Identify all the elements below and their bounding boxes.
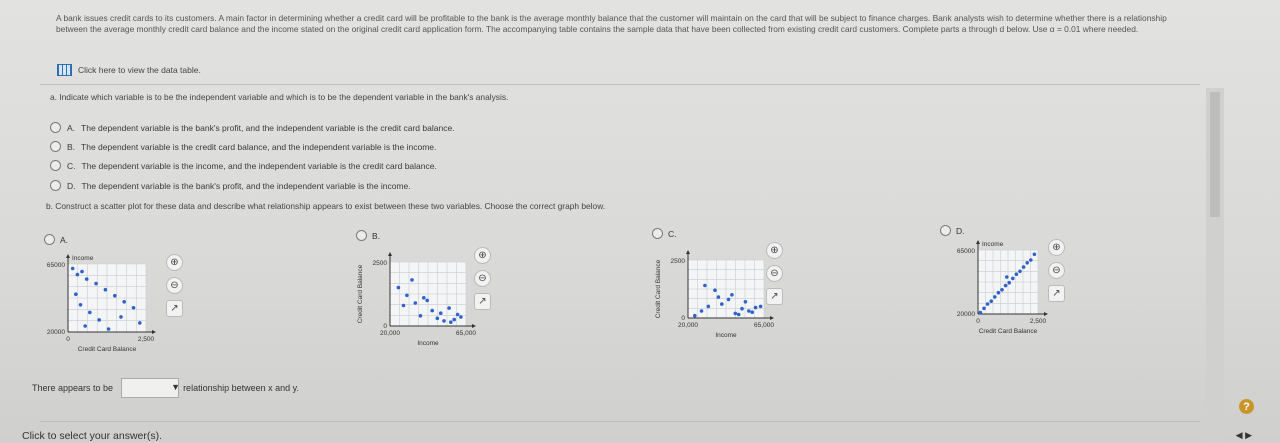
x-axis-arrow [152,330,156,334]
data-point [1015,272,1019,276]
graph-c-tools [766,242,783,305]
popout-icon[interactable]: ↗ [474,293,491,310]
data-point [449,320,453,324]
data-point [1004,284,1008,288]
y-tick-bottom: 0 [681,315,685,322]
answer-prefix: There appears to be [32,383,114,393]
data-point [132,306,136,310]
radio-button[interactable] [50,141,61,152]
footer-instruction: Click to select your answer(s). [22,430,163,442]
data-point [759,305,763,309]
data-point [1022,265,1026,269]
y-tick-bottom: 20000 [956,311,975,318]
x-axis-label: Credit Card Balance [77,346,137,353]
zoom-in-icon[interactable]: ⊕ [1048,239,1065,256]
pager-arrows[interactable]: ◀ ▶ [1235,430,1252,440]
zoom-in-icon[interactable]: ⊕ [474,247,491,264]
x-tick-left: 20,000 [678,322,698,329]
y-axis-label: Credit Card Balance [655,259,662,319]
data-point [707,305,711,309]
data-point [727,298,731,302]
data-point [410,278,414,282]
y-axis-label: Credit Card Balance [357,264,364,324]
part-a-option-b[interactable] [50,141,436,152]
data-point [430,309,434,313]
chevron-down-icon: ▼ [171,382,181,392]
y-axis-label: Income [72,255,94,262]
data-point [422,296,426,300]
data-point [997,291,1001,295]
option-letter: A. [60,234,69,245]
data-point [74,292,78,296]
radio-button[interactable] [50,180,61,191]
popout-icon[interactable]: ↗ [766,288,783,305]
y-axis-label: Income [982,241,1004,248]
data-point [122,300,126,304]
x-tick-right: 2,500 [1029,318,1047,325]
data-point [982,307,986,311]
y-tick-top: 65000 [46,262,65,269]
option-text: The dependent variable is the credit card balance, and the independent variable is the income. [81,141,437,152]
scatter-chart-c [650,246,778,348]
data-point [442,319,446,323]
option-letter: A. [67,122,76,133]
x-tick-right: 65,000 [754,322,774,329]
data-point [104,288,108,292]
data-point [703,284,707,288]
y-tick-top: 2500 [372,260,387,267]
x-axis-label: Credit Card Balance [978,328,1038,335]
option-text: The dependent variable is the bank's profit, and the independent variable is the credit card balance. [81,122,455,133]
data-point [979,311,983,315]
data-point [79,303,83,307]
radio-button[interactable] [50,160,61,171]
scrollbar-thumb[interactable] [1210,92,1220,217]
data-point [71,267,75,271]
data-point [405,294,409,298]
data-point [439,311,443,315]
data-point [113,294,117,298]
data-point [730,293,734,297]
radio-button[interactable] [652,228,663,239]
data-point [88,311,92,315]
part-a-option-d[interactable] [50,180,411,191]
data-point [138,321,142,325]
graph-b-tools [474,247,491,310]
data-point [1011,277,1015,281]
graph-a-tools [166,254,183,317]
data-point [986,302,990,306]
data-point [85,277,89,281]
scatter-chart-b [352,248,480,356]
data-point [693,314,697,318]
x-tick-left: 0 [66,336,70,343]
data-point [402,304,406,308]
data-table-link-label: Click here to view the data table. [78,65,201,75]
y-axis-arrow [686,250,690,254]
data-point [1033,253,1037,257]
y-tick-top: 65000 [956,248,975,255]
zoom-in-icon[interactable]: ⊕ [766,242,783,259]
relationship-dropdown[interactable] [121,378,179,398]
part-a-option-a[interactable] [50,122,455,133]
popout-icon[interactable]: ↗ [166,300,183,317]
x-axis-arrow [1044,312,1048,316]
divider [40,84,1200,85]
y-tick-bottom: 0 [383,323,387,330]
graph-d-tools [1048,239,1065,302]
data-point [1025,261,1029,265]
data-point [1029,258,1033,262]
option-text: The dependent variable is the bank's profit, and the independent variable is the income. [81,180,411,191]
data-point [107,327,111,331]
data-point [1005,275,1009,279]
part-a-option-c[interactable] [50,160,437,171]
data-point [425,299,429,303]
data-point [459,315,463,319]
data-point [452,318,456,322]
data-point [989,299,993,303]
data-point [436,317,440,321]
option-letter: B. [372,230,381,241]
data-table-link[interactable] [57,64,201,76]
graph-option-a[interactable] [44,234,68,245]
graph-option-c[interactable] [652,228,677,239]
x-axis-label: Income [715,332,737,339]
y-axis-arrow [388,252,392,256]
data-point [737,313,741,317]
help-icon[interactable]: ? [1239,399,1254,414]
data-point [97,318,101,322]
option-letter: C. [668,228,677,239]
radio-button[interactable] [44,234,55,245]
y-tick-bottom: 20000 [46,329,65,336]
option-text: The dependent variable is the income, and the independent variable is the credit card balance. [81,160,437,171]
x-axis-arrow [472,324,476,328]
data-point [713,288,717,292]
radio-button[interactable] [50,122,61,133]
data-point [1000,288,1004,292]
data-point [447,306,451,310]
data-point [1018,270,1022,274]
data-point [750,310,754,314]
x-tick-left: 0 [976,318,980,325]
x-tick-right: 65,000 [456,330,476,337]
data-point [76,273,80,277]
zoom-out-icon[interactable]: ⊖ [166,277,183,294]
data-point [754,306,758,310]
option-letter: C. [67,160,76,171]
y-axis-arrow [976,240,980,244]
data-point [734,312,738,316]
popout-icon[interactable]: ↗ [1048,285,1065,302]
x-tick-right: 2,500 [137,336,155,343]
problem-intro: A bank issues credit cards to its customers. A main factor in determining whether a credit card will be profitable to the bank is the average monthly balance that the customer will maintain on the card that will be subject to finance charges. Bank analysts wish to determine whether there is a relationship between the average monthly credit card balance and the income stated on the original credit card application form. The accompanying table contains the sample data that have been collected from existing credit card customers. Complete parts a through d below. Use α = 0.01 where needed. [56,13,1167,34]
zoom-in-icon[interactable]: ⊕ [166,254,183,271]
y-tick-top: 2500 [670,258,685,265]
divider [40,421,1200,422]
data-point [747,309,751,313]
zoom-out-icon[interactable]: ⊖ [474,270,491,287]
graph-option-d[interactable] [940,225,965,236]
part-b-question: b. Construct a scatter plot for these data and describe what relationship appears to exist between these two variables. Choose the correct graph below. [46,201,606,211]
zoom-out-icon[interactable]: ⊖ [1048,262,1065,279]
data-point [700,309,704,313]
data-point [94,282,98,286]
data-point [1007,281,1011,285]
x-axis-label: Income [417,340,439,347]
option-letter: D. [67,180,76,191]
answer-suffix: relationship between x and y. [183,383,299,393]
data-point [80,270,84,274]
data-point [414,301,418,305]
radio-button[interactable] [356,230,367,241]
graph-option-b[interactable] [356,230,380,241]
data-point [119,315,123,319]
zoom-out-icon[interactable]: ⊖ [766,265,783,282]
x-axis-arrow [770,316,774,320]
data-point [456,313,460,317]
option-letter: D. [956,225,965,236]
data-point [397,286,401,290]
scatter-chart-a [30,250,160,362]
data-point [419,314,423,318]
scatter-chart-d [940,236,1052,344]
data-point [717,295,721,299]
data-point [740,307,744,311]
table-icon [57,64,72,76]
y-axis-arrow [66,254,70,258]
option-letter: B. [67,141,76,152]
data-point [720,302,724,306]
part-a-question: a. Indicate which variable is to be the independent variable and which is to be the dependent variable in the bank's analysis. [50,92,509,102]
radio-button[interactable] [940,225,951,236]
data-point [993,295,997,299]
x-tick-left: 20,000 [380,330,400,337]
data-point [83,324,87,328]
answer-sentence [32,378,299,398]
data-point [744,300,748,304]
